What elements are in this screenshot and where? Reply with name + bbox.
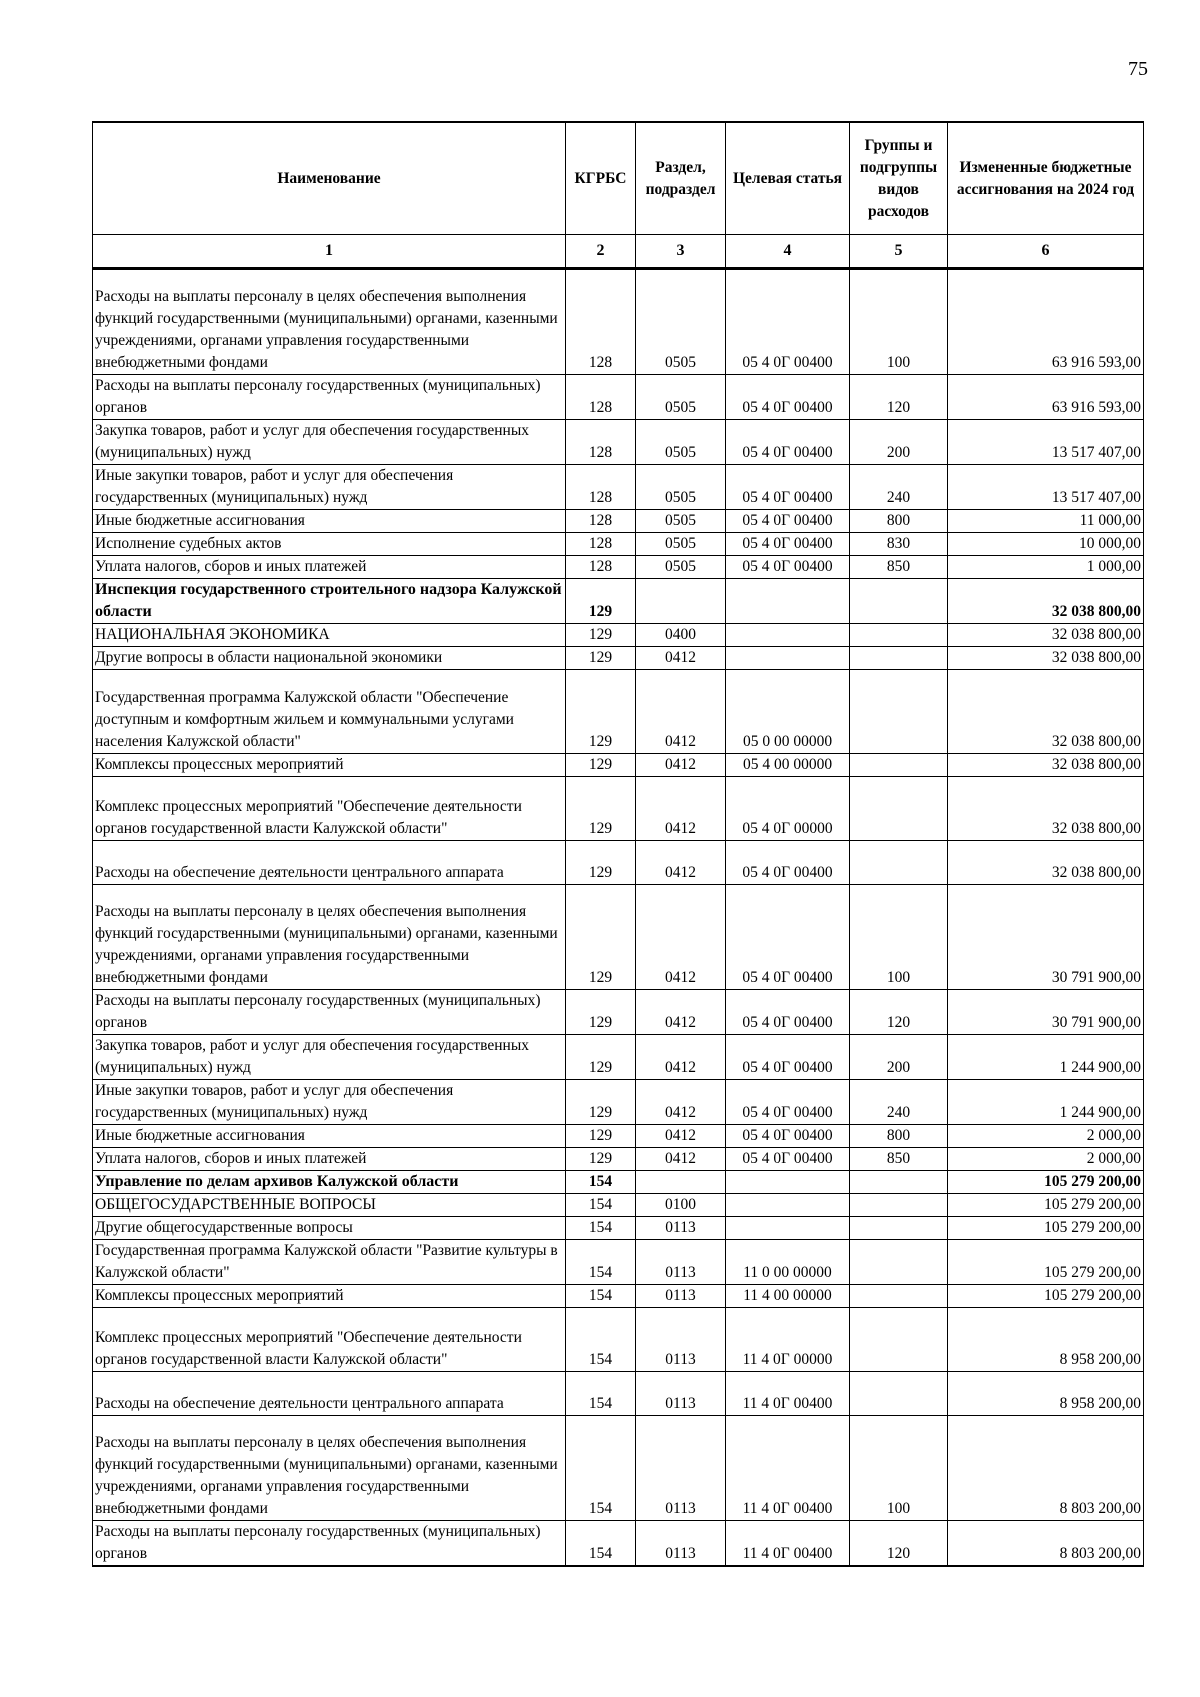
row-amount: 8 958 200,00 [948,1308,1144,1372]
column-number: 6 [948,235,1144,269]
table-row [93,374,1144,419]
table-row [93,623,1144,646]
row-group [850,623,948,646]
row-article: 05 4 0Г 00000 [726,777,850,841]
row-kgrbs: 128 [566,419,636,464]
row-amount: 1 000,00 [948,555,1144,578]
row-group [850,777,948,841]
table-row [93,1148,1144,1171]
table-row [93,1285,1144,1308]
row-kgrbs: 154 [566,1521,636,1567]
column-number: 4 [726,235,850,269]
row-section: 0505 [636,269,726,375]
row-article: 05 4 0Г 00400 [726,419,850,464]
row-kgrbs: 128 [566,464,636,509]
row-kgrbs: 129 [566,777,636,841]
row-name: Уплата налогов, сборов и иных платежей [93,1148,566,1171]
row-name: Расходы на выплаты персоналу государственных (муниципальных) органов [93,990,566,1035]
row-article: 11 4 0Г 00400 [726,1415,850,1521]
row-kgrbs: 128 [566,532,636,555]
row-name: Расходы на выплаты персоналу государственных (муниципальных) органов [93,374,566,419]
row-name: Государственная программа Калужской области "Обеспечение доступным и комфортным жильем и коммунальными услугами населения Калужской области" [93,669,566,754]
row-name: Другие общегосударственные вопросы [93,1217,566,1240]
row-amount: 30 791 900,00 [948,884,1144,990]
row-article: 05 4 0Г 00400 [726,269,850,375]
row-amount: 10 000,00 [948,532,1144,555]
table-row [93,1308,1144,1372]
row-name: Расходы на выплаты персоналу в целях обеспечения выполнения функций государственными (муниципальными) органами, казенными учреждениями, органами управления государственными внебюджетными фондами [93,1415,566,1521]
column-number: 3 [636,235,726,269]
row-group: 850 [850,555,948,578]
row-amount: 13 517 407,00 [948,464,1144,509]
row-article: 11 4 0Г 00000 [726,1308,850,1372]
column-number-row [93,235,1144,269]
row-article: 05 4 0Г 00400 [726,464,850,509]
row-name: НАЦИОНАЛЬНАЯ ЭКОНОМИКА [93,623,566,646]
row-section: 0412 [636,841,726,884]
row-section: 0113 [636,1521,726,1567]
row-group: 100 [850,269,948,375]
row-group: 100 [850,884,948,990]
budget-table [92,121,1144,1567]
row-section: 0505 [636,464,726,509]
row-article [726,1194,850,1217]
row-section: 0412 [636,1125,726,1148]
row-kgrbs: 128 [566,269,636,375]
table-row [93,269,1144,375]
row-section: 0412 [636,884,726,990]
row-article: 11 4 0Г 00400 [726,1372,850,1415]
row-article: 05 4 00 00000 [726,754,850,777]
row-group: 800 [850,1125,948,1148]
row-article: 05 4 0Г 00400 [726,841,850,884]
row-group: 830 [850,532,948,555]
table-row [93,777,1144,841]
row-kgrbs: 129 [566,1080,636,1125]
row-group [850,1217,948,1240]
table-row [93,1125,1144,1148]
table-row [93,754,1144,777]
table-row [93,1080,1144,1125]
row-group [850,1240,948,1285]
row-name: Государственная программа Калужской области "Развитие культуры в Калужской области" [93,1240,566,1285]
row-kgrbs: 129 [566,884,636,990]
row-section: 0113 [636,1285,726,1308]
row-article: 11 4 0Г 00400 [726,1521,850,1567]
row-section: 0113 [636,1240,726,1285]
row-section: 0412 [636,646,726,669]
row-name: Уплата налогов, сборов и иных платежей [93,555,566,578]
table-row [93,578,1144,623]
row-name: Комплексы процессных мероприятий [93,754,566,777]
row-kgrbs: 129 [566,841,636,884]
row-name: Расходы на выплаты персоналу в целях обеспечения выполнения функций государственными (муниципальными) органами, казенными учреждениями, органами управления государственными внебюджетными фондами [93,884,566,990]
row-section: 0412 [636,1035,726,1080]
row-amount: 8 803 200,00 [948,1521,1144,1567]
row-amount: 32 038 800,00 [948,754,1144,777]
row-group: 800 [850,509,948,532]
row-name: Закупка товаров, работ и услуг для обеспечения государственных (муниципальных) нужд [93,1035,566,1080]
header-group: Группы и подгруппы видов расходов [850,122,948,235]
header-article: Целевая статья [726,122,850,235]
row-kgrbs: 154 [566,1217,636,1240]
header-amount: Измененные бюджетные ассигнования на 2024 год [948,122,1144,235]
row-article: 11 0 00 00000 [726,1240,850,1285]
row-section: 0412 [636,1148,726,1171]
row-group [850,1285,948,1308]
table-row [93,990,1144,1035]
row-article: 05 4 0Г 00400 [726,374,850,419]
row-amount: 105 279 200,00 [948,1285,1144,1308]
row-group: 120 [850,374,948,419]
row-group: 120 [850,1521,948,1567]
table-row [93,419,1144,464]
row-article: 05 4 0Г 00400 [726,1148,850,1171]
row-article: 05 4 0Г 00400 [726,532,850,555]
row-group [850,754,948,777]
row-section: 0100 [636,1194,726,1217]
row-article: 05 4 0Г 00400 [726,1125,850,1148]
header-row [93,122,1144,235]
row-amount: 32 038 800,00 [948,777,1144,841]
row-section [636,1171,726,1194]
row-name: Иные закупки товаров, работ и услуг для обеспечения государственных (муниципальных) нужд [93,464,566,509]
row-group [850,1171,948,1194]
column-number: 5 [850,235,948,269]
row-amount: 32 038 800,00 [948,578,1144,623]
row-name: Иные бюджетные ассигнования [93,509,566,532]
row-article: 05 4 0Г 00400 [726,990,850,1035]
row-article [726,646,850,669]
row-kgrbs: 128 [566,374,636,419]
row-name: Иные закупки товаров, работ и услуг для обеспечения государственных (муниципальных) нужд [93,1080,566,1125]
row-article: 11 4 00 00000 [726,1285,850,1308]
row-amount: 13 517 407,00 [948,419,1144,464]
row-amount: 32 038 800,00 [948,646,1144,669]
row-group [850,1194,948,1217]
row-group [850,841,948,884]
row-section: 0113 [636,1372,726,1415]
row-group: 100 [850,1415,948,1521]
table-row [93,532,1144,555]
row-name: Комплекс процессных мероприятий "Обеспечение деятельности органов государственной власти Калужской области" [93,1308,566,1372]
row-section: 0505 [636,509,726,532]
row-amount: 8 958 200,00 [948,1372,1144,1415]
table-row [93,646,1144,669]
row-amount: 105 279 200,00 [948,1171,1144,1194]
row-article [726,1217,850,1240]
row-name: ОБЩЕГОСУДАРСТВЕННЫЕ ВОПРОСЫ [93,1194,566,1217]
row-amount: 30 791 900,00 [948,990,1144,1035]
row-section [636,578,726,623]
row-amount: 1 244 900,00 [948,1080,1144,1125]
row-kgrbs: 129 [566,578,636,623]
row-kgrbs: 154 [566,1171,636,1194]
row-name: Иные бюджетные ассигнования [93,1125,566,1148]
table-row [93,884,1144,990]
row-kgrbs: 128 [566,555,636,578]
row-kgrbs: 129 [566,754,636,777]
table-row [93,1194,1144,1217]
row-name: Другие вопросы в области национальной экономики [93,646,566,669]
row-section: 0505 [636,419,726,464]
row-name: Расходы на обеспечение деятельности центрального аппарата [93,841,566,884]
row-kgrbs: 154 [566,1194,636,1217]
row-section: 0412 [636,777,726,841]
column-number: 2 [566,235,636,269]
row-name: Расходы на выплаты персоналу в целях обеспечения выполнения функций государственными (муниципальными) органами, казенными учреждениями, органами управления государственными внебюджетными фондами [93,269,566,375]
row-name: Комплекс процессных мероприятий "Обеспечение деятельности органов государственной власти Калужской области" [93,777,566,841]
row-kgrbs: 129 [566,646,636,669]
row-name: Расходы на обеспечение деятельности центрального аппарата [93,1372,566,1415]
row-article: 05 4 0Г 00400 [726,555,850,578]
row-name: Расходы на выплаты персоналу государственных (муниципальных) органов [93,1521,566,1567]
table-body [93,269,1144,1567]
row-amount: 32 038 800,00 [948,623,1144,646]
table-row [93,1415,1144,1521]
row-section: 0113 [636,1415,726,1521]
row-section: 0412 [636,754,726,777]
row-section: 0113 [636,1217,726,1240]
table-row [93,1521,1144,1567]
header-section: Раздел, подраздел [636,122,726,235]
table-row [93,1035,1144,1080]
row-kgrbs: 129 [566,669,636,754]
row-kgrbs: 154 [566,1285,636,1308]
column-number: 1 [93,235,566,269]
table-row [93,669,1144,754]
row-group: 200 [850,419,948,464]
row-group: 850 [850,1148,948,1171]
row-name: Комплексы процессных мероприятий [93,1285,566,1308]
row-group [850,578,948,623]
row-name: Инспекция государственного строительного надзора Калужской области [93,578,566,623]
row-section: 0113 [636,1308,726,1372]
table-row [93,1217,1144,1240]
table-row [93,464,1144,509]
row-kgrbs: 128 [566,509,636,532]
row-kgrbs: 129 [566,1035,636,1080]
row-section: 0400 [636,623,726,646]
row-name: Исполнение судебных актов [93,532,566,555]
table-row [93,1372,1144,1415]
table-row [93,841,1144,884]
row-group: 240 [850,1080,948,1125]
table-row [93,1240,1144,1285]
row-kgrbs: 154 [566,1240,636,1285]
row-amount: 105 279 200,00 [948,1217,1144,1240]
row-kgrbs: 154 [566,1372,636,1415]
row-amount: 1 244 900,00 [948,1035,1144,1080]
row-amount: 63 916 593,00 [948,269,1144,375]
row-kgrbs: 154 [566,1308,636,1372]
row-section: 0505 [636,374,726,419]
row-section: 0505 [636,555,726,578]
row-article: 05 4 0Г 00400 [726,509,850,532]
row-name: Управление по делам архивов Калужской области [93,1171,566,1194]
row-amount: 11 000,00 [948,509,1144,532]
row-article: 05 0 00 00000 [726,669,850,754]
row-group [850,646,948,669]
row-amount: 105 279 200,00 [948,1240,1144,1285]
row-group [850,1308,948,1372]
table-row [93,555,1144,578]
row-group: 120 [850,990,948,1035]
row-group [850,1372,948,1415]
table-row [93,1171,1144,1194]
row-kgrbs: 129 [566,623,636,646]
row-group: 240 [850,464,948,509]
row-group: 200 [850,1035,948,1080]
row-section: 0412 [636,669,726,754]
row-amount: 32 038 800,00 [948,669,1144,754]
row-article: 05 4 0Г 00400 [726,884,850,990]
row-amount: 8 803 200,00 [948,1415,1144,1521]
row-amount: 2 000,00 [948,1125,1144,1148]
row-section: 0505 [636,532,726,555]
table-row [93,509,1144,532]
page-number: 75 [1128,58,1148,80]
row-article [726,623,850,646]
header-name: Наименование [93,122,566,235]
row-name: Закупка товаров, работ и услуг для обеспечения государственных (муниципальных) нужд [93,419,566,464]
row-section: 0412 [636,1080,726,1125]
row-section: 0412 [636,990,726,1035]
row-kgrbs: 154 [566,1415,636,1521]
row-amount: 63 916 593,00 [948,374,1144,419]
row-kgrbs: 129 [566,1125,636,1148]
header-kgrbs: КГРБС [566,122,636,235]
row-kgrbs: 129 [566,1148,636,1171]
row-amount: 105 279 200,00 [948,1194,1144,1217]
row-kgrbs: 129 [566,990,636,1035]
row-article [726,1171,850,1194]
row-article: 05 4 0Г 00400 [726,1080,850,1125]
row-article [726,578,850,623]
row-article: 05 4 0Г 00400 [726,1035,850,1080]
row-group [850,669,948,754]
row-amount: 2 000,00 [948,1148,1144,1171]
row-amount: 32 038 800,00 [948,841,1144,884]
